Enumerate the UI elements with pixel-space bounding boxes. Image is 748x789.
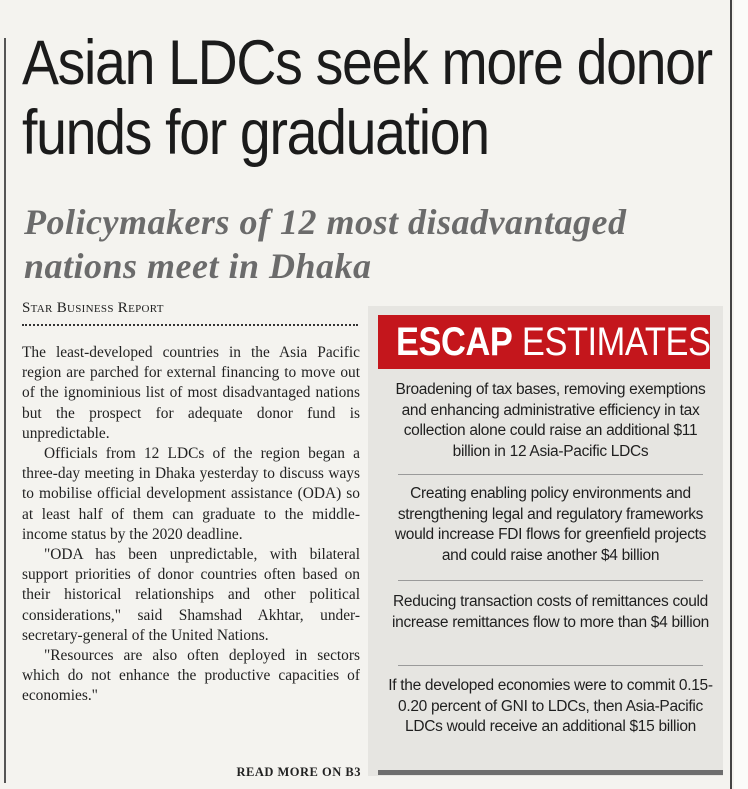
subhead-line-2: nations meet in Dhaka bbox=[24, 246, 372, 286]
estimate-point: If the developed economies were to commit 0.15-0.20 percent of GNI to LDCs, then Asia-Pacific LDCs would receive an additional $15 billion bbox=[388, 677, 713, 735]
subhead-line-1: Policymakers of 12 most disadvantaged bbox=[24, 202, 627, 242]
box-bottom-rule bbox=[378, 770, 723, 775]
estimate-divider bbox=[398, 665, 703, 666]
subheadline bbox=[24, 200, 724, 288]
escap-estimates-banner bbox=[378, 315, 710, 369]
byline-dotted-divider bbox=[22, 324, 358, 326]
article-body bbox=[22, 343, 360, 707]
article-paragraph: "Resources are also often deployed in sectors which do not enhance the productive capacities of economies." bbox=[22, 647, 360, 705]
estimate-divider bbox=[398, 474, 703, 475]
estimate-point: Creating enabling policy environments and strengthening legal and regulatory frameworks would increase FDI flows for greenfield projects and could raise another $4 billion bbox=[394, 485, 707, 564]
headline bbox=[22, 28, 712, 168]
headline-line-1: Asian LDCs seek more donor bbox=[22, 28, 712, 98]
article-paragraph: Officials from 12 LDCs of the region began a three-day meeting in Dhaka yesterday to discuss ways to mobilise official development assistance (ODA) so at least half of them can graduate to the middle-income status by the 2020 deadline. bbox=[22, 445, 360, 543]
article-paragraph: The least-developed countries in the Asia Pacific region are parched for external financing to move out of the ignominious list of most disadvantaged nations but the prospect for adequate donor fund is unpredictable. bbox=[22, 344, 360, 442]
estimate-point: Reducing transaction costs of remittances could increase remittances flow to more than $4 billion bbox=[392, 593, 709, 631]
banner-title-rest: ESTIMATES bbox=[521, 320, 711, 364]
headline-line-2: funds for graduation bbox=[22, 98, 489, 168]
article-paragraph: "ODA has been unpredictable, with bilateral support priorities of donor countries often based on their historical relationships and other political considerations," said Shamshad Akhtar, under-secretary-general of the United Nations. bbox=[22, 546, 360, 644]
estimate-point: Broadening of tax bases, removing exemptions and enhancing administrative efficiency in tax collection alone could raise an additional $11 billion in 12 Asia-Pacific LDCs bbox=[395, 381, 706, 460]
estimate-divider bbox=[398, 580, 703, 581]
byline: Star Business Report bbox=[22, 300, 164, 316]
page-edge bbox=[734, 0, 748, 789]
banner-title-bold: ESCAP bbox=[396, 320, 513, 364]
read-more-link[interactable]: READ MORE ON B3 bbox=[236, 765, 361, 779]
right-column-rule bbox=[730, 0, 732, 789]
left-column-rule bbox=[4, 38, 6, 783]
